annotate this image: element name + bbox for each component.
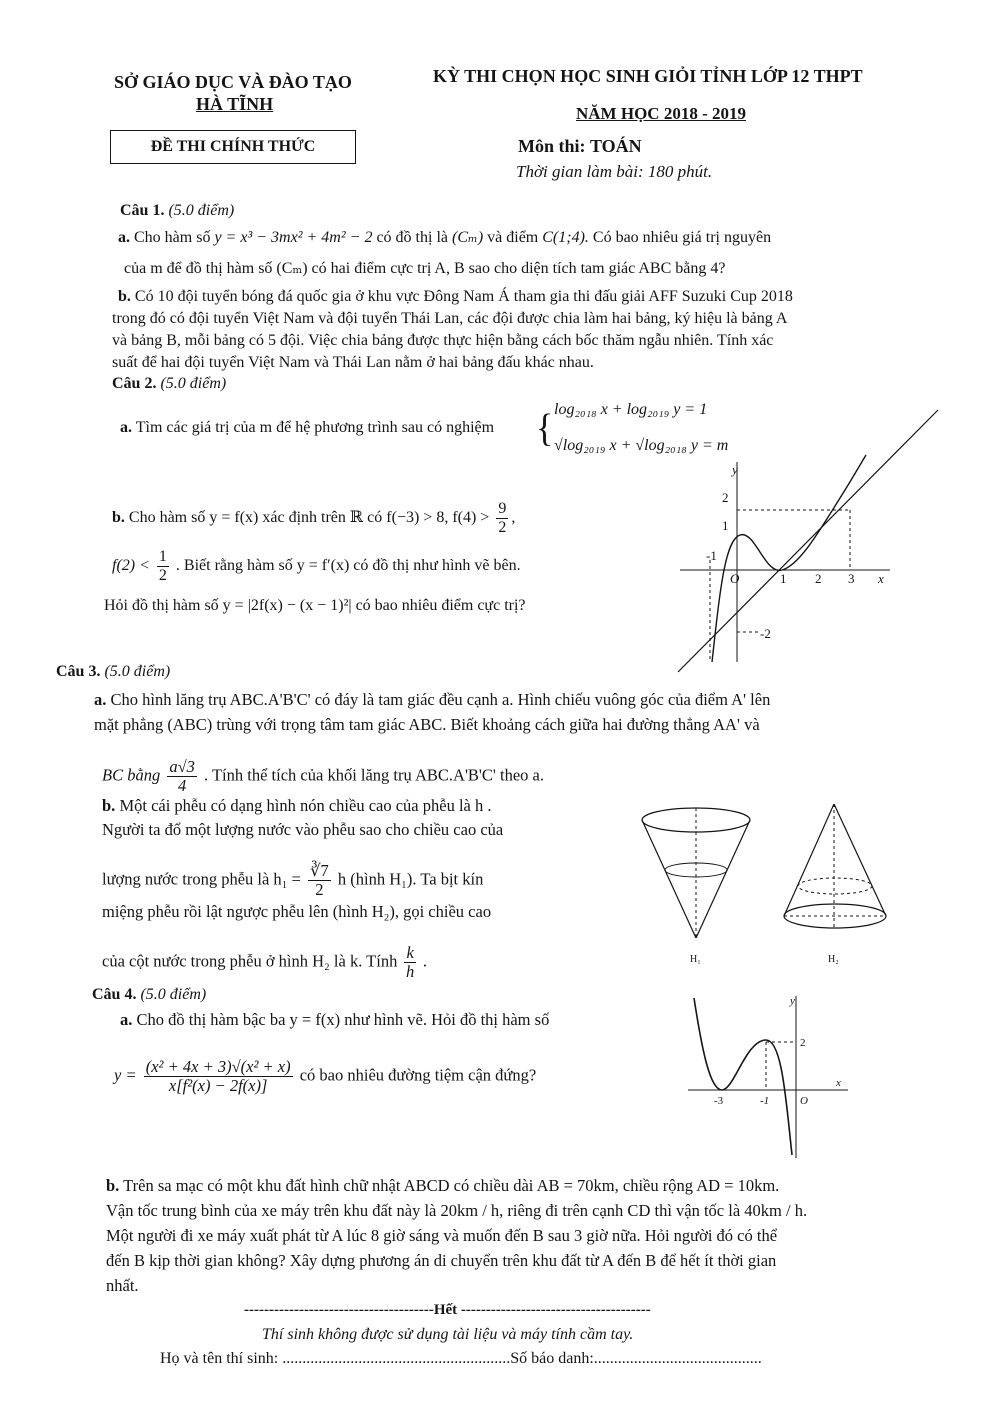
q1-heading bbox=[120, 201, 234, 221]
q1a-text3: và điểm bbox=[487, 229, 539, 246]
q2-points: (5.0 điểm) bbox=[160, 375, 227, 392]
q4a-line1 bbox=[120, 1010, 549, 1030]
subject-label: Môn thi: bbox=[518, 136, 586, 156]
official-exam-label: ĐỀ THI CHÍNH THỨC bbox=[150, 138, 316, 155]
q4b-text1: Trên sa mạc có một khu đất hình chữ nhật ABCD có chiều dài AB = 70km, chiều rộng AD = 10km. bbox=[123, 1176, 780, 1195]
school-year: NĂM HỌC 2018 - 2019 bbox=[576, 104, 746, 123]
graph-x-label: x bbox=[836, 1077, 841, 1089]
tick-y-1: 1 bbox=[722, 518, 729, 533]
q1b-line4: suất để hai đội tuyển Việt Nam và Thái Lan nằm ở hai bảng đấu khác nhau. bbox=[112, 354, 594, 371]
q2b-label: b. bbox=[112, 509, 125, 527]
graph-x-label: x bbox=[878, 571, 884, 586]
tick-y-2: 2 bbox=[722, 490, 729, 505]
q3a-text1: Cho hình lăng trụ ABC.A'B'C' có đáy là tam giác đều cạnh a. Hình chiếu vuông góc của điểm A' lên bbox=[110, 690, 771, 709]
q3a-line1 bbox=[94, 690, 770, 710]
q2b-line3: Hỏi đồ thị hàm số y = |2f(x) − (x − 1)²| có bao nhiêu điểm cực trị? bbox=[104, 597, 526, 614]
q1a-text2: có đồ thị là bbox=[376, 229, 448, 246]
q4a-fraction: $\frac{\text{(x² + 4x + 3)√(x² + x)}}{\text{x[f²(x) − 2f(x)]}}$ bbox=[145, 1057, 291, 1095]
q3b-line3-post: h (hình H₁). Ta bịt kín bbox=[337, 869, 484, 889]
tick-x-minus3: -3 bbox=[714, 1095, 724, 1107]
q4a-label: a. bbox=[120, 1010, 133, 1029]
q1a-formula: y = x³ − 3mx² + 4m² − 2 bbox=[214, 229, 373, 246]
q4b-line2: Vận tốc trung bình của xe máy trên khu đất này là 20km / h, riêng đi trên cạnh CD thì vận tốc là 40km / h. bbox=[106, 1201, 808, 1220]
q3b-line3 bbox=[102, 862, 483, 899]
exam-duration: Thời gian làm bài: 180 phút. bbox=[516, 162, 713, 181]
q1a-text1: Cho hàm số bbox=[134, 229, 211, 246]
q3a-line3 bbox=[102, 758, 544, 795]
cubic-graph bbox=[688, 990, 853, 1160]
tick-x-3: 3 bbox=[848, 571, 855, 586]
q3a-line3-post: . Tính thể tích của khối lăng trụ ABC.A'B'C' theo a. bbox=[204, 765, 544, 785]
q1a-text4: Có bao nhiêu giá trị nguyên bbox=[592, 229, 772, 246]
funnel-h1-figure bbox=[640, 800, 760, 970]
q2b-line2 bbox=[112, 548, 521, 585]
q4a-formula-line bbox=[114, 1058, 536, 1095]
q4a-y: y = bbox=[114, 1065, 137, 1085]
q4b-line1 bbox=[106, 1176, 779, 1196]
q4b-line3: Một người đi xe máy xuất phát từ A lúc 8 giờ sáng và muốn đến B sau 3 giờ nữa. Hỏi người đó có thể bbox=[106, 1226, 778, 1245]
q4-title: Câu 4. bbox=[92, 986, 137, 1003]
cubic-curve bbox=[694, 998, 792, 1155]
q2b-line2-post: . Biết rằng hàm số y = f′(x) có đồ thị như hình vẽ bên. bbox=[175, 557, 521, 575]
official-exam-box bbox=[110, 130, 356, 164]
q3-title: Câu 3. bbox=[56, 663, 101, 680]
system-brace: { bbox=[536, 406, 554, 450]
line-y-equals-x-minus-1 bbox=[678, 410, 938, 672]
exam-title: KỲ THI CHỌN HỌC SINH GIỎI TỈNH LỚP 12 THPT bbox=[433, 66, 863, 86]
q2-heading bbox=[112, 374, 226, 394]
q2b-fraction: $\frac{9}{2}$ bbox=[498, 500, 507, 536]
tick-x-minus1: -1 bbox=[760, 1095, 770, 1107]
q3b-line5 bbox=[102, 944, 427, 981]
fig-h1-label: H₁ bbox=[690, 954, 701, 965]
q3b-fraction: $\frac{∛7}{2}$ bbox=[310, 861, 329, 899]
derivative-curve bbox=[712, 455, 866, 662]
q3b-line5-pre: của cột nước trong phễu ở hình H₂ là k. Tính bbox=[102, 951, 398, 971]
tick-y-2: 2 bbox=[800, 1037, 806, 1049]
q3a-line3-pre: BC bằng bbox=[102, 765, 161, 785]
q3b-line4: miệng phễu rồi lật ngược phễu lên (hình H₂), gọi chiều cao bbox=[102, 902, 492, 921]
q2b-line1: b. Cho hàm số y = f(x) xác định trên ℝ có f(−3) > 8, f(4) > $\frac{9}{2}$ , bbox=[112, 500, 516, 536]
graph-origin: O bbox=[800, 1095, 808, 1107]
q3-heading bbox=[56, 662, 170, 682]
funnel-h2-figure bbox=[782, 800, 902, 970]
q1-points: (5.0 điểm) bbox=[168, 202, 235, 219]
q2b-text1: Cho hàm số y = f(x) xác định trên ℝ có f(−3) > 8, f(4) > bbox=[128, 509, 490, 527]
q3b-line5-fraction: $\frac{k}{h}$ bbox=[405, 943, 415, 981]
subject-line bbox=[518, 136, 642, 156]
subject-name: TOÁN bbox=[590, 136, 642, 156]
q2-title: Câu 2. bbox=[112, 375, 157, 392]
tick-x-1: 1 bbox=[780, 571, 787, 586]
tick-x-2: 2 bbox=[815, 571, 822, 586]
q4a-line2-post: có bao nhiêu đường tiệm cận đứng? bbox=[299, 1065, 537, 1085]
candidate-info-line: Họ và tên thí sinh: .........................................................Số báo danh:.......................................... bbox=[160, 1350, 762, 1367]
q3b-line1 bbox=[102, 796, 492, 816]
q1-title: Câu 1. bbox=[120, 202, 165, 219]
q1b-line3: và bảng B, mỗi bảng có 5 đội. Việc chia bảng được thực hiện bằng cách bốc thăm ngẫu nhiên. Tính xác bbox=[112, 332, 774, 349]
q2a-line bbox=[120, 418, 494, 438]
q2b-line2-pre: f(2) < bbox=[112, 557, 150, 575]
q2a-label: a. bbox=[120, 419, 132, 436]
q3b-label: b. bbox=[102, 796, 116, 815]
q3b-line3-pre: lượng nước trong phễu là h₁ = bbox=[102, 869, 301, 889]
q3-points: (5.0 điểm) bbox=[104, 663, 171, 680]
footer-note: Thí sinh không được sử dụng tài liệu và máy tính cầm tay. bbox=[262, 1326, 634, 1343]
q4a-text1: Cho đồ thị hàm bậc ba y = f(x) như hình vẽ. Hỏi đồ thị hàm số bbox=[136, 1010, 550, 1029]
q1a-point: C(1;4). bbox=[542, 229, 589, 246]
q3b-line5-post: . bbox=[422, 951, 428, 971]
q4b-line5: nhất. bbox=[106, 1276, 139, 1295]
q4b-label: b. bbox=[106, 1176, 120, 1195]
q4-heading bbox=[92, 985, 206, 1005]
q3a-fraction: $\frac{a√3}{4}$ bbox=[169, 757, 195, 795]
tick-x-minus1: -1 bbox=[706, 548, 717, 563]
q3a-line2: mặt phẳng (ABC) trùng với trọng tâm tam giác ABC. Biết khoảng cách giữa hai đường thẳng AA' và bbox=[94, 715, 760, 734]
q1a-cm: (Cₘ) bbox=[452, 229, 484, 246]
fig-h2-label: H₂ bbox=[828, 954, 839, 965]
system-eq2: √log₂₀₁₉ x + √log₂₀₁₈ y = m bbox=[554, 437, 729, 454]
system-eq1: log₂₀₁₈ x + log₂₀₁₉ y = 1 bbox=[554, 401, 708, 418]
graph-origin: O bbox=[730, 571, 740, 586]
q2a-text: Tìm các giá trị của m để hệ phương trình sau có nghiệm bbox=[135, 419, 495, 436]
tick-y-minus2: -2 bbox=[760, 626, 771, 641]
province-name: HÀ TĨNH bbox=[196, 94, 274, 114]
q1b-line2: trong đó có đội tuyển Việt Nam và đội tuyển Thái Lan, các đội được chia làm hai bảng, ký hiệu là bảng A bbox=[112, 310, 788, 327]
q4b-line4: đến B kịp thời gian không? Xây dựng phương án di chuyển trên khu đất từ A đến B để hết ít thời gian bbox=[106, 1251, 777, 1270]
q1a-label: a. bbox=[118, 229, 130, 246]
graph-y-label: y bbox=[732, 462, 738, 477]
q1a-line2: của m để đồ thị hàm số (Cₘ) có hai điểm cực trị A, B sao cho diện tích tam giác ABC bằng 4? bbox=[124, 260, 726, 277]
q1b-label: b. bbox=[118, 288, 131, 305]
end-marker: --------------------------------------Hết -------------------------------------- bbox=[244, 1302, 651, 1318]
derivative-graph bbox=[670, 400, 950, 675]
q2b-line2-fraction: $\frac{1}{2}$ bbox=[158, 548, 167, 584]
q1a-line1 bbox=[118, 228, 771, 248]
graph-y-label: y bbox=[790, 995, 795, 1007]
q1b-line1 bbox=[118, 287, 793, 307]
q3a-label: a. bbox=[94, 690, 107, 709]
q3b-text1: Một cái phễu có dạng hình nón chiều cao của phễu là h . bbox=[119, 796, 492, 815]
department-name: SỞ GIÁO DỤC VÀ ĐÀO TẠO bbox=[114, 72, 352, 92]
q3b-line2: Người ta đổ một lượng nước vào phễu sao cho chiều cao của bbox=[102, 820, 504, 839]
q1b-text: Có 10 đội tuyển bóng đá quốc gia ở khu vực Đông Nam Á tham gia thi đấu giải AFF Suzuki Cup 2018 bbox=[134, 288, 793, 305]
q4-points: (5.0 điểm) bbox=[140, 986, 207, 1003]
